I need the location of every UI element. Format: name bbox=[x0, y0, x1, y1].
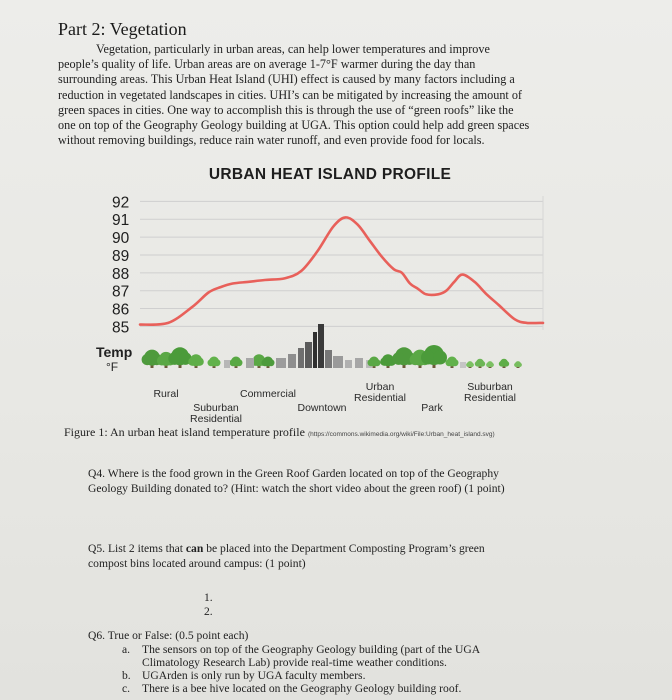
chart-title: URBAN HEAT ISLAND PROFILE bbox=[208, 166, 452, 183]
building-icon bbox=[288, 354, 296, 368]
figure-caption bbox=[64, 425, 495, 440]
q5-answer-1[interactable]: 1. bbox=[204, 591, 213, 604]
x-category-label: Urban Residential bbox=[354, 381, 406, 404]
building-icon bbox=[246, 358, 254, 368]
building-icon bbox=[305, 342, 312, 368]
q6-statements bbox=[114, 643, 534, 695]
building-icon bbox=[313, 332, 317, 368]
y-tick-label: 92 bbox=[112, 194, 130, 212]
intro-paragraph: Vegetation, particularly in urban areas, can help lower temperatures and improve people’s quality of life. Urban areas are on average 1-7°F warmer during the day than surrounding areas. This Urban Heat Island (UHI) effect is caused by many factors including a reduction in vegetated landscapes in cities. UHI’s can be mitigated by increasing the amount of green spaces in cities. One way to accomplish this is through the use of “green roofs” like the one on top of the Geography Geology building at UGA. This option could help add green spaces without removing buildings, reduce rain water runoff, and even provide food for locals. bbox=[58, 42, 530, 148]
x-category-label: Suburban Residential bbox=[190, 402, 242, 425]
q6-text-c: There is a bee hive located on the Geography Geology building roof. bbox=[142, 682, 462, 695]
q6-statement-b bbox=[114, 669, 534, 682]
tree-icon bbox=[499, 359, 509, 368]
x-category-label: Suburban Residential bbox=[464, 381, 516, 404]
x-category-label: Commercial bbox=[239, 388, 297, 400]
building-icon bbox=[276, 358, 286, 368]
y-tick-label: 86 bbox=[112, 301, 130, 319]
question-5-rest: be placed into the Department Composting Program’s green compost bins located around campus: (1 point) bbox=[88, 542, 485, 570]
tree-icon bbox=[446, 357, 459, 369]
section-title: Part 2: Vegetation bbox=[58, 19, 187, 39]
q6-statement-c bbox=[114, 682, 534, 695]
q5-answer-2[interactable]: 2. bbox=[204, 605, 213, 618]
y-tick-label: 85 bbox=[112, 319, 130, 337]
y-axis-unit: °F bbox=[106, 360, 119, 374]
building-icon bbox=[224, 360, 230, 368]
tree-icon bbox=[486, 361, 494, 368]
x-axis-labels bbox=[153, 381, 516, 425]
q6-letter-a: a. bbox=[122, 643, 131, 656]
tree-icon bbox=[230, 357, 243, 369]
tree-icon bbox=[466, 361, 474, 368]
question-6: Q6. True or False: (0.5 point each) bbox=[88, 629, 249, 642]
question-5-lead: Q5. List 2 items that bbox=[88, 542, 186, 555]
building-icon bbox=[318, 324, 324, 368]
q6-letter-c: c. bbox=[122, 682, 131, 695]
y-tick-label: 90 bbox=[112, 230, 130, 248]
y-tick-label: 87 bbox=[112, 283, 130, 301]
y-tick-label: 91 bbox=[112, 212, 130, 230]
q6-statement-a bbox=[114, 643, 534, 669]
y-tick-label: 88 bbox=[112, 265, 130, 283]
y-axis-label: Temp bbox=[96, 344, 133, 360]
skyline-illustration bbox=[142, 324, 522, 368]
q5-answer-list bbox=[204, 591, 213, 619]
figure-source-link[interactable]: (https://commons.wikimedia.org/wiki/File:Urban_heat_island.svg) bbox=[307, 431, 495, 438]
question-5 bbox=[88, 541, 558, 571]
x-category-label: Rural bbox=[153, 388, 179, 400]
figure-caption-text: Figure 1: An urban heat island temperature profile bbox=[64, 425, 305, 439]
tree-icon bbox=[475, 359, 485, 368]
building-icon bbox=[298, 348, 304, 368]
tree-icon bbox=[208, 357, 221, 369]
y-axis-ticks bbox=[112, 194, 130, 336]
building-icon bbox=[355, 358, 363, 368]
building-icon bbox=[345, 360, 352, 368]
q6-letter-b: b. bbox=[122, 669, 131, 682]
x-category-label: Downtown bbox=[297, 402, 347, 414]
q6-text-a: The sensors on top of the Geography Geology building (part of the UGA Climatology Research Lab) provide real-time weather conditions. bbox=[142, 643, 481, 669]
tree-icon bbox=[514, 361, 522, 368]
question-4: Q4. Where is the food grown in the Green Roof Garden located on top of the Geography Geology Building donated to? (Hint: watch the short video about the green roof) (1 point) bbox=[88, 467, 505, 495]
building-icon bbox=[460, 362, 466, 368]
building-icon bbox=[325, 350, 332, 368]
question-5-emphasis: can bbox=[185, 542, 204, 555]
y-tick-label: 89 bbox=[112, 247, 130, 265]
q6-text-b: UGArden is only run by UGA faculty members. bbox=[142, 669, 366, 682]
chart-grid bbox=[140, 196, 543, 330]
building-icon bbox=[333, 356, 343, 368]
x-category-label: Park bbox=[421, 402, 443, 414]
